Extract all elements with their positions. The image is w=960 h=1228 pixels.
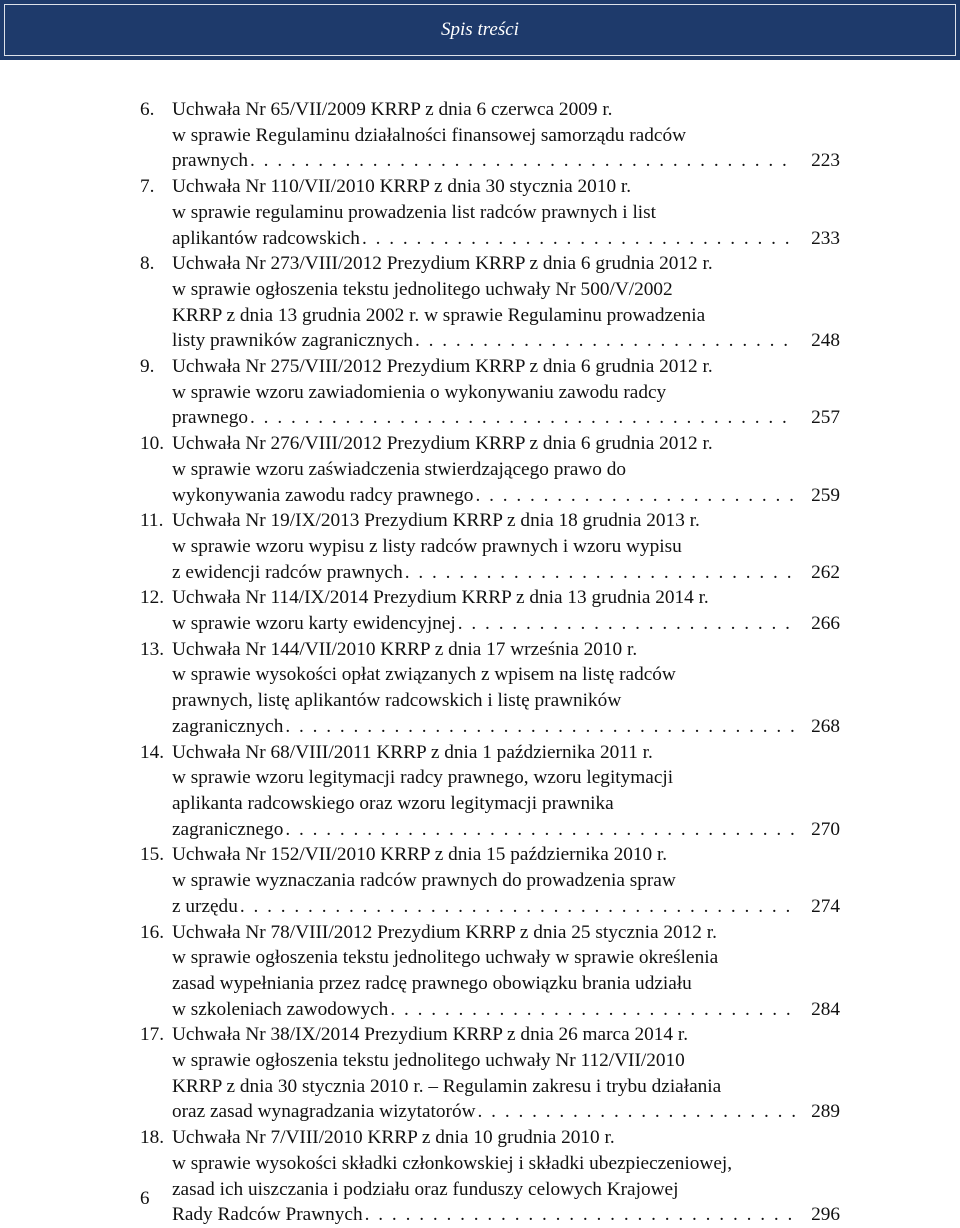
toc-entry-number: 17. [140,1024,165,1046]
toc-entry-number: 8. [140,253,155,275]
toc-entry-text-line: Uchwała Nr 7/VIII/2010 KRRP z dnia 10 grudnia 2010 r. [172,1127,615,1149]
dot-leader [475,483,796,509]
toc-entry-text-line: Rady Radców Prawnych [172,1204,363,1226]
toc-entry-text-line: zasad wypełniania przez radcę prawnego obowiązku brania udziału [172,972,692,994]
toc-page-number: 289 [811,1101,840,1123]
toc-entry-text-line: w sprawie ogłoszenia tekstu jednolitego uchwały w sprawie określenia [172,947,719,969]
toc-entry-text-line: prawnego [172,407,249,429]
section-title: Spis treści [441,19,519,40]
toc-page-number: 284 [811,998,840,1020]
toc-entry[interactable] [140,431,840,508]
toc-page-number: 248 [811,330,840,352]
toc-entry-last-line [172,894,840,920]
toc-entry-text-line: wykonywania zawodu radcy prawnego [172,484,474,506]
toc-entry-text-line: Uchwała Nr 275/VIII/2012 Prezydium KRRP z dnia 6 grudnia 2012 r. [172,356,713,378]
toc-entry-text-line: w sprawie ogłoszenia tekstu jednolitego uchwały Nr 500/V/2002 [172,278,673,300]
toc-entry-number: 18. [140,1127,165,1149]
dot-leader [405,560,796,586]
toc-entry-text-line: Uchwała Nr 110/VII/2010 KRRP z dnia 30 stycznia 2010 r. [172,176,632,198]
toc-page-number: 268 [811,715,840,737]
toc-entry-last-line [172,817,840,843]
toc-entry-text-line: w sprawie wyznaczania radców prawnych do prowadzenia spraw [172,870,676,892]
dot-leader [250,405,796,431]
toc-entry[interactable] [140,585,840,636]
toc-entry-text-line: w sprawie wzoru wypisu z listy radców prawnych i wzoru wypisu [172,535,682,557]
toc-entry-text-line: Uchwała Nr 273/VIII/2012 Prezydium KRRP z dnia 6 grudnia 2012 r. [172,253,713,275]
toc-entry-text-line: Uchwała Nr 276/VIII/2012 Prezydium KRRP z dnia 6 grudnia 2012 r. [172,433,713,455]
toc-entry[interactable] [140,508,840,585]
dot-leader [365,1202,796,1228]
toc-entry-text-line: KRRP z dnia 30 stycznia 2010 r. – Regulamin zakresu i trybu działania [172,1075,722,1097]
toc-entry[interactable] [140,920,840,1023]
toc-entry[interactable] [140,637,840,740]
dot-leader [458,611,796,637]
toc-entry-number: 16. [140,921,165,943]
toc-entry-last-line [172,148,840,174]
toc-page-number: 257 [811,407,840,429]
toc-entry-text-line: z urzędu [172,895,238,917]
toc-entry-text-line: Uchwała Nr 38/IX/2014 Prezydium KRRP z dnia 26 marca 2014 r. [172,1024,689,1046]
toc-page-number: 233 [811,227,840,249]
toc-entry-last-line [172,483,840,509]
dot-leader [362,226,796,252]
toc-page-number: 259 [811,484,840,506]
toc-entry-text-line: Uchwała Nr 68/VIII/2011 KRRP z dnia 1 października 2011 r. [172,741,653,763]
toc-entry-text-line: w szkoleniach zawodowych [172,998,389,1020]
toc-entry[interactable] [140,354,840,431]
toc-entry-last-line [172,405,840,431]
toc-entry-text-line: w sprawie wzoru zaświadczenia stwierdzającego prawo do [172,458,626,480]
toc-entry[interactable] [140,1125,840,1228]
dot-leader [415,328,796,354]
toc-entry-text-line: w sprawie ogłoszenia tekstu jednolitego uchwały Nr 112/VII/2010 [172,1050,685,1072]
toc-entry[interactable] [140,174,840,251]
toc-page-number: 266 [811,613,840,635]
dot-leader [240,894,796,920]
dot-leader [478,1099,796,1125]
toc-page-number: 262 [811,561,840,583]
toc-entry[interactable] [140,1022,840,1125]
toc-entry[interactable] [140,251,840,354]
toc-entry[interactable] [140,842,840,919]
toc-entry-text-line: prawnych, listę aplikantów radcowskich i listę prawników [172,690,622,712]
toc-entry-text-line: Uchwała Nr 144/VII/2010 KRRP z dnia 17 września 2010 r. [172,638,638,660]
toc-page-number: 274 [811,895,840,917]
toc-entry-last-line [172,1099,840,1125]
toc-entry-text-line: Uchwała Nr 114/IX/2014 Prezydium KRRP z dnia 13 grudnia 2014 r. [172,587,709,609]
toc-entry-text-line: w sprawie wysokości opłat związanych z wpisem na listę radców [172,664,676,686]
toc-entry-last-line [172,997,840,1023]
toc-entry-number: 11. [140,510,164,532]
toc-entry-number: 6. [140,99,155,120]
toc-entry-text-line: Uchwała Nr 19/IX/2013 Prezydium KRRP z dnia 18 grudnia 2013 r. [172,510,700,532]
toc-entry-number: 12. [140,587,165,609]
toc-entry-text-line: Uchwała Nr 78/VIII/2012 Prezydium KRRP z dnia 25 stycznia 2012 r. [172,921,717,943]
toc-entry[interactable] [140,97,840,174]
toc-entry-text-line: w sprawie wzoru zawiadomienia o wykonywaniu zawodu radcy [172,381,667,403]
toc-entry-text-line: zagranicznego [172,818,284,840]
dot-leader [250,148,796,174]
toc-entry-number: 13. [140,638,165,660]
page-number: 6 [140,1188,150,1209]
toc-entry-text-line: prawnych [172,150,249,172]
toc-entry-text-line: oraz zasad wynagradzania wizytatorów [172,1101,476,1123]
section-header-band [0,0,960,60]
toc-entry-text-line: KRRP z dnia 13 grudnia 2002 r. w sprawie Regulaminu prowadzenia [172,304,706,326]
toc-entry-last-line [172,714,840,740]
toc-entry-number: 14. [140,741,165,763]
toc-entry-text-line: listy prawników zagranicznych [172,330,413,352]
toc-entry-last-line [172,328,840,354]
toc-entry-text-line: w sprawie wysokości składki członkowskiej i składki ubezpieczeniowej, [172,1152,733,1174]
toc-entry-number: 15. [140,844,165,866]
toc-entry-text-line: Uchwała Nr 152/VII/2010 KRRP z dnia 15 października 2010 r. [172,844,668,866]
toc-entry-number: 9. [140,356,155,378]
toc-entry-text-line: aplikantów radcowskich [172,227,360,249]
toc-page-number: 270 [811,818,840,840]
table-of-contents [140,97,840,1228]
toc-entry-text-line: w sprawie wzoru legitymacji radcy prawnego, wzoru legitymacji [172,767,674,789]
toc-page-number: 223 [811,150,840,172]
toc-entry-text-line: zasad ich uiszczania i podziału oraz funduszy celowych Krajowej [172,1178,679,1200]
toc-entry-last-line [172,560,840,586]
toc-entry-text-line: zagranicznych [172,715,284,737]
toc-entry-text-line: w sprawie Regulaminu działalności finansowej samorządu radców [172,124,687,146]
dot-leader [285,817,796,843]
toc-entry-last-line [172,1202,840,1228]
toc-entry-text-line: w sprawie regulaminu prowadzenia list radców prawnych i list [172,201,657,223]
toc-entry[interactable] [140,740,840,843]
toc-entry-text-line: aplikanta radcowskiego oraz wzoru legitymacji prawnika [172,792,614,814]
toc-page-number: 296 [811,1204,840,1226]
toc-entry-last-line [172,226,840,252]
toc-entry-number: 7. [140,176,155,198]
toc-entry-number: 10. [140,433,165,455]
toc-entry-text-line: Uchwała Nr 65/VII/2009 KRRP z dnia 6 czerwca 2009 r. [172,99,613,120]
dot-leader [390,997,796,1023]
dot-leader [285,714,796,740]
toc-entry-text-line: z ewidencji radców prawnych [172,561,403,583]
toc-entry-last-line [172,611,840,637]
toc-entry-text-line: w sprawie wzoru karty ewidencyjnej [172,613,456,635]
